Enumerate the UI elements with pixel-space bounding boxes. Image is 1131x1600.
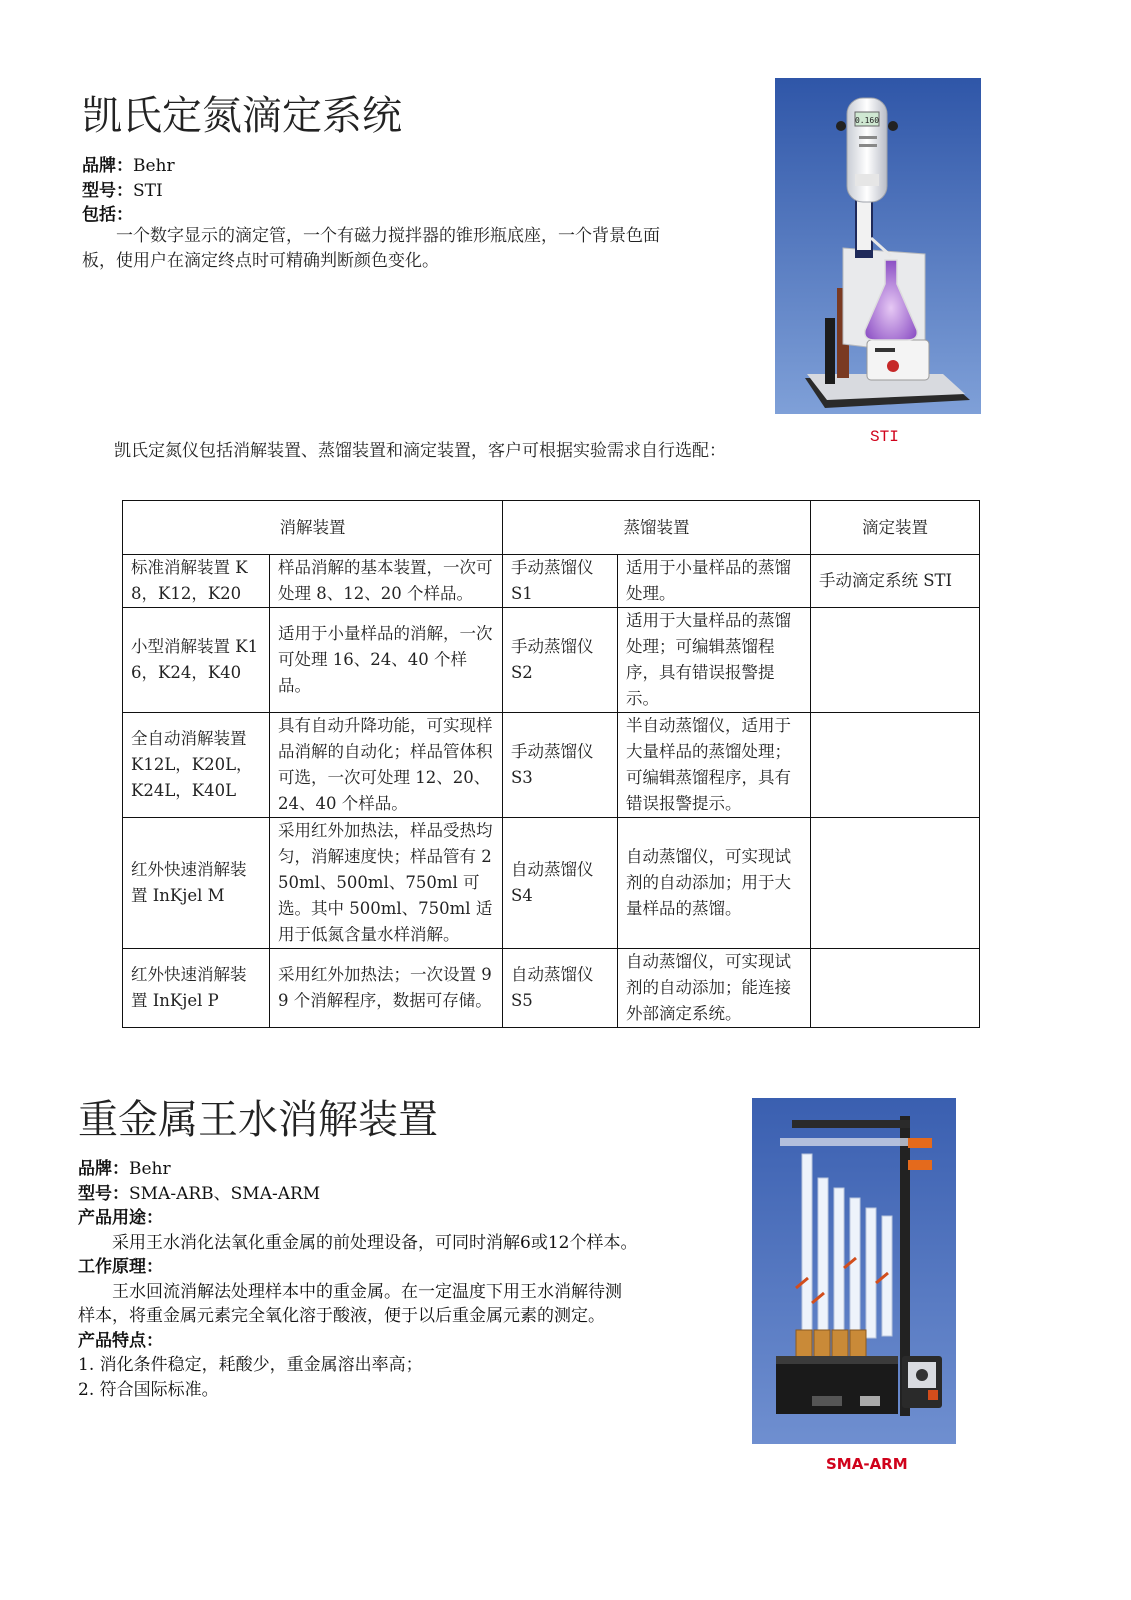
section1-description: 一个数字显示的滴定管，一个有磁力搅拌器的锥形瓶底座，一个背景色面板，使用户在滴定终点时可精确判断颜色变化。 bbox=[82, 226, 660, 271]
brand-label: 品牌： bbox=[78, 1159, 129, 1179]
principle-text: 王水回流消解法处理样本中的重金属。在一定温度下用王水消解待测样本，将重金属元素完全氧化溶于酸液，便于以后重金属元素的测定。 bbox=[78, 1281, 622, 1326]
section2-body bbox=[78, 1157, 638, 1402]
titrator-illustration bbox=[775, 78, 981, 414]
section1-intro: 凯氏定氮仪包括消解装置、蒸馏装置和滴定装置，客户可根据实验需求自行选配： bbox=[114, 441, 726, 461]
table-row bbox=[123, 949, 980, 1028]
model-line bbox=[78, 1182, 638, 1207]
sma-arm-photo-caption: SMA-ARM bbox=[826, 1455, 908, 1473]
model-value: SMA-ARB、SMA-ARM bbox=[129, 1183, 321, 1204]
header-digestion: 消解装置 bbox=[123, 501, 503, 555]
feature-item: 1. 消化条件稳定，耗酸少，重金属溶出率高； bbox=[78, 1355, 423, 1375]
features-label: 产品特点： bbox=[78, 1330, 163, 1351]
sma-arm-photo bbox=[752, 1098, 956, 1444]
digest-name: 全自动消解装置 K12L，K20L，K24L，K40L bbox=[123, 713, 270, 818]
display-reading: 0.160 bbox=[854, 116, 880, 125]
digestion-apparatus-illustration bbox=[752, 1098, 956, 1444]
titration-cell: 手动滴定系统 STI bbox=[811, 555, 980, 608]
digest-name: 标准消解装置 K8，K12，K20 bbox=[123, 555, 270, 608]
table-row bbox=[123, 713, 980, 818]
distill-name: 手动蒸馏仪 S1 bbox=[503, 555, 618, 608]
table-row bbox=[123, 608, 980, 713]
principle-line bbox=[78, 1255, 638, 1280]
usage-text: 采用王水消化法氧化重金属的前处理设备，可同时消解6或12个样本。 bbox=[112, 1232, 638, 1253]
table-header-row bbox=[123, 501, 980, 555]
section2-title: 重金属王水消解装置 bbox=[78, 1097, 438, 1143]
features-line bbox=[78, 1329, 638, 1354]
digest-desc: 采用红外加热法，样品受热均匀，消解速度快；样品管有 250ml、500ml、750ml 可选。其中 500ml、750ml 适用于低氮含量水样消解。 bbox=[270, 818, 503, 949]
brand-value: Behr bbox=[129, 1159, 171, 1179]
sti-photo bbox=[775, 78, 981, 414]
table-row bbox=[123, 555, 980, 608]
distill-name: 自动蒸馏仪 S5 bbox=[503, 949, 618, 1028]
model-label: 型号： bbox=[78, 1183, 129, 1204]
distill-desc: 适用于小量样品的蒸馏处理。 bbox=[618, 555, 811, 608]
distill-desc: 适用于大量样品的蒸馏处理；可编辑蒸馏程序，具有错误报警提示。 bbox=[618, 608, 811, 713]
titration-cell bbox=[811, 818, 980, 949]
distill-name: 自动蒸馏仪 S4 bbox=[503, 818, 618, 949]
model-label: 型号： bbox=[82, 180, 133, 201]
distill-name: 手动蒸馏仪 S2 bbox=[503, 608, 618, 713]
digest-name: 小型消解装置 K16，K24，K40 bbox=[123, 608, 270, 713]
digest-desc: 适用于小量样品的消解，一次可处理 16、24、40 个样品。 bbox=[270, 608, 503, 713]
products-table bbox=[122, 500, 980, 1028]
distill-desc: 半自动蒸馏仪，适用于大量样品的蒸馏处理；可编辑蒸馏程序，具有错误报警提示。 bbox=[618, 713, 811, 818]
brand-label: 品牌： bbox=[82, 156, 133, 176]
digest-name: 红外快速消解装置 InKjel M bbox=[123, 818, 270, 949]
brand-line bbox=[78, 1157, 638, 1182]
digest-name: 红外快速消解装置 InKjel P bbox=[123, 949, 270, 1028]
titration-cell bbox=[811, 713, 980, 818]
distill-desc: 自动蒸馏仪，可实现试剂的自动添加；用于大量样品的蒸馏。 bbox=[618, 818, 811, 949]
digest-desc: 采用红外加热法；一次设置 99 个消解程序，数据可存储。 bbox=[270, 949, 503, 1028]
brand-value: Behr bbox=[133, 156, 175, 176]
table-row bbox=[123, 818, 980, 949]
titration-cell bbox=[811, 608, 980, 713]
header-titration: 滴定装置 bbox=[811, 501, 980, 555]
distill-desc: 自动蒸馏仪，可实现试剂的自动添加；能连接外部滴定系统。 bbox=[618, 949, 811, 1028]
model-value: STI bbox=[133, 180, 163, 201]
titration-cell bbox=[811, 949, 980, 1028]
principle-label: 工作原理： bbox=[78, 1257, 163, 1277]
sti-photo-caption: STI bbox=[870, 428, 899, 446]
header-distillation: 蒸馏装置 bbox=[503, 501, 811, 555]
model-line bbox=[82, 179, 682, 204]
digest-desc: 样品消解的基本装置，一次可处理 8、12、20 个样品。 bbox=[270, 555, 503, 608]
section1-meta bbox=[82, 154, 682, 228]
feature-item: 2. 符合国际标准。 bbox=[78, 1379, 219, 1400]
usage-line bbox=[78, 1206, 638, 1231]
includes-label: 包括： bbox=[82, 205, 133, 225]
section1-title: 凯氏定氮滴定系统 bbox=[82, 93, 402, 139]
usage-label: 产品用途： bbox=[78, 1208, 163, 1228]
brand-line bbox=[82, 154, 682, 179]
distill-name: 手动蒸馏仪 S3 bbox=[503, 713, 618, 818]
digest-desc: 具有自动升降功能，可实现样品消解的自动化；样品管体积可选，一次可处理 12、20、24、40 个样品。 bbox=[270, 713, 503, 818]
